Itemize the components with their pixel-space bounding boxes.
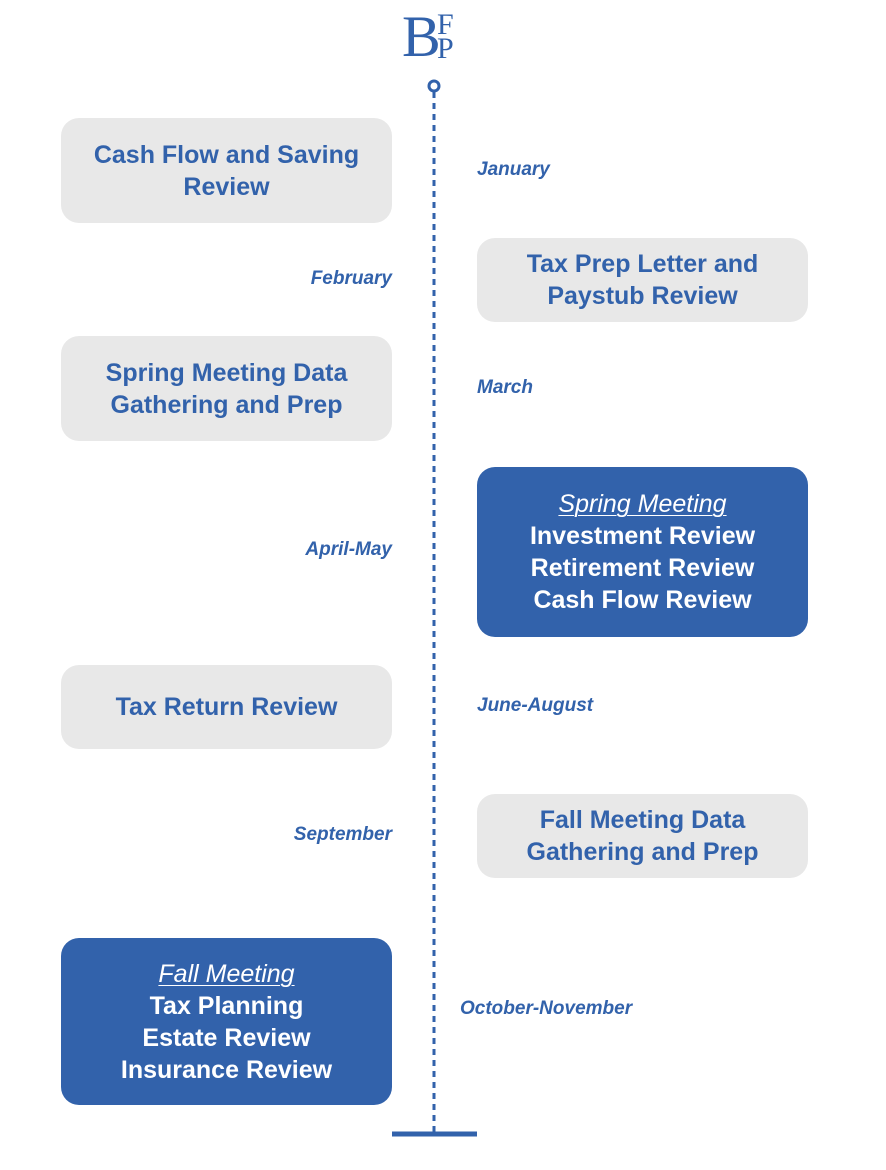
card-cash-flow-saving-review [61, 118, 392, 223]
bfp-logo [400, 4, 472, 62]
card-text-line: Tax Prep Letter and [526, 250, 759, 278]
card-text-line: Cash Flow and Saving [93, 140, 360, 169]
fall-meeting-item: Estate Review [142, 1023, 311, 1052]
fall-meeting-title: Fall Meeting [158, 959, 295, 988]
timeline-start-dot [429, 81, 439, 91]
card-text-line: Tax Return Review [115, 693, 338, 721]
fall-meeting-item: Tax Planning [149, 991, 304, 1020]
card-text-line: Review [183, 172, 270, 201]
month-label-september: September [293, 824, 392, 845]
card-text-line: Gathering and Prep [526, 838, 759, 866]
logo-letter-p: P [437, 32, 454, 62]
month-label-march: March [477, 377, 533, 398]
spring-meeting-item: Investment Review [529, 522, 756, 550]
card-fall-meeting [61, 938, 392, 1105]
card-spring-meeting [477, 467, 808, 637]
card-tax-return-review [61, 665, 392, 749]
card-text-line: Gathering and Prep [110, 390, 343, 419]
month-label-february: February [310, 268, 392, 289]
logo-letter-f: F [437, 8, 454, 41]
month-label-october-november: October-November [460, 998, 633, 1019]
fall-meeting-item: Insurance Review [120, 1055, 333, 1084]
spring-meeting-item: Retirement Review [530, 554, 755, 582]
logo-letter-b: B [402, 4, 441, 62]
card-text-line: Fall Meeting Data [539, 806, 746, 834]
card-text-line: Spring Meeting Data [105, 358, 348, 387]
card-text-line: Paystub Review [547, 282, 738, 310]
spring-meeting-item: Cash Flow Review [533, 586, 752, 614]
month-label-january: January [477, 159, 550, 180]
card-spring-meeting-data-gathering [61, 336, 392, 441]
spring-meeting-title: Spring Meeting [558, 490, 727, 518]
month-label-april-may: April-May [305, 539, 392, 560]
month-label-june-august: June-August [477, 695, 594, 716]
card-tax-prep-letter-paystub-review [477, 238, 808, 322]
card-fall-meeting-data-gathering [477, 794, 808, 878]
